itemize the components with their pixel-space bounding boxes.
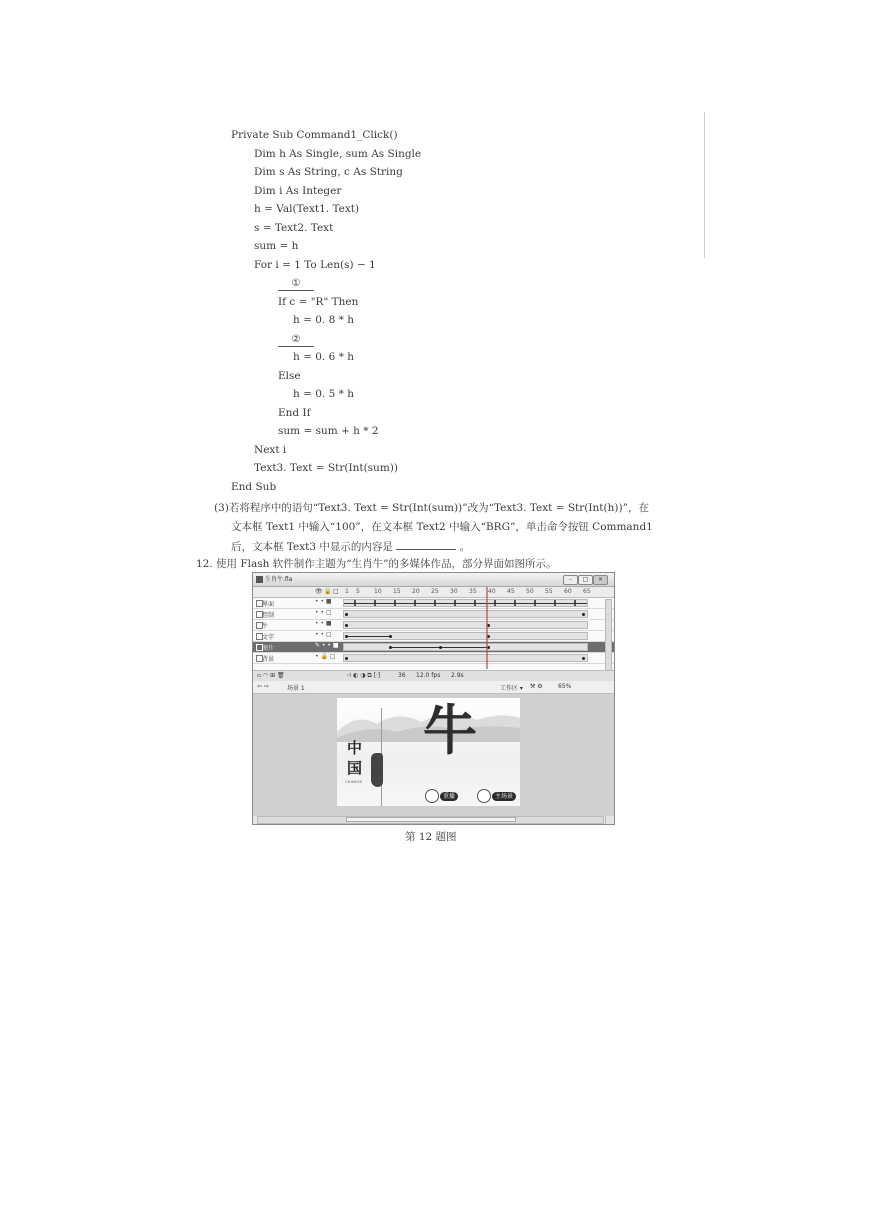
layer-toggles[interactable]: • • ■ (315, 620, 332, 627)
code-line: h = 0. 5 * h (293, 388, 354, 400)
window-titlebar (253, 573, 614, 587)
frame-number: 35 (469, 588, 477, 595)
elapsed-time: 2.9s (451, 672, 464, 679)
keyframe[interactable] (345, 613, 348, 616)
keyframe[interactable] (389, 635, 392, 638)
layer-name: 牛 (262, 623, 269, 630)
blank-2-marker: ② (278, 333, 314, 347)
frame-number: 25 (431, 588, 439, 595)
layer-frames[interactable] (343, 621, 588, 629)
layer-name: 界面 (262, 601, 275, 608)
timeline-scrollbar[interactable] (605, 599, 612, 671)
layer-name: 背景 (262, 656, 275, 663)
code-line: Dim h As Single, sum As Single (254, 147, 422, 160)
minimize-button[interactable]: – (563, 575, 578, 585)
layer-row[interactable] (253, 653, 614, 664)
maximize-button[interactable]: □ (578, 575, 593, 585)
blank-2 (278, 330, 314, 349)
frame-number: 60 (564, 588, 572, 595)
flash-app-icon (256, 576, 263, 583)
code-line: For i = 1 To Len(s) − 1 (254, 258, 376, 271)
question3-line1: (3)若将程序中的语句“Text3. Text = Str(Int(sum))”改为“Text3. Text = Str(Int(h))”，在 (214, 502, 649, 514)
tween-line (344, 603, 587, 604)
frame-rate: 12.0 fps (416, 672, 441, 679)
timeline-statusbar (253, 670, 614, 681)
playhead[interactable] (486, 587, 488, 669)
stage-vertical-scrollbar[interactable] (605, 816, 612, 825)
stage-area (253, 694, 614, 816)
code-line: Private Sub Command1_Click() (231, 129, 398, 141)
frame-number: 1 (345, 588, 349, 595)
keyframe[interactable] (345, 657, 348, 660)
frame-number: 5 (356, 588, 360, 595)
layer-toggles[interactable]: • 🔒 □ (315, 653, 336, 660)
code-line: Dim i As Integer (254, 184, 342, 197)
layer-frames[interactable] (343, 599, 588, 607)
blank-1-marker: ① (278, 277, 314, 291)
chinese-subtitle: CHINESE (345, 780, 363, 784)
back-icon[interactable]: ⇦ ⇨ (257, 683, 269, 690)
keyframe[interactable] (582, 657, 585, 660)
layer-row[interactable] (253, 620, 614, 631)
keyframe[interactable] (582, 613, 585, 616)
frame-number: 10 (374, 588, 382, 595)
frame-number: 30 (450, 588, 458, 595)
frame-number: 40 (488, 588, 496, 595)
main-scene-button[interactable]: 主场景 (492, 792, 516, 801)
question3-line3-end: 。 (459, 541, 471, 553)
layer-frames[interactable] (343, 643, 588, 651)
brush-stroke (371, 753, 383, 787)
scrollbar-thumb[interactable] (346, 817, 516, 822)
outline-icon[interactable]: □ (333, 588, 339, 595)
question12-text: 12. 使用 Flash 软件制作主题为“生肖牛”的多媒体作品，部分界面如图所示。 (196, 558, 557, 570)
frame-number: 50 (526, 588, 534, 595)
code-line: h = Val(Text1. Text) (254, 203, 360, 215)
current-frame: 36 (398, 672, 406, 679)
frame-number: 55 (545, 588, 553, 595)
blank-1 (278, 274, 314, 293)
frame-number: 45 (507, 588, 515, 595)
code-line: If c = "R" Then (278, 295, 359, 308)
code-line: sum = h (254, 240, 299, 252)
workspace-menu[interactable]: 工作区 ▾ (500, 685, 523, 692)
layer-toggles[interactable]: ✎ • • ■ (315, 642, 339, 649)
frame-number: 65 (583, 588, 591, 595)
layer-toggles[interactable]: • • ■ (315, 598, 332, 605)
tween-line (347, 636, 389, 637)
new-layer-icon[interactable]: ▫ ◠ ⊞ 🗑 (257, 672, 285, 679)
code-line: Next i (254, 443, 287, 456)
question3-line3 (231, 538, 470, 554)
scene-label[interactable]: 场景 1 (287, 685, 305, 692)
code-line: Text3. Text = Str(Int(sum)) (254, 462, 398, 474)
keyframe[interactable] (345, 624, 348, 627)
window-title: 生肖牛.fla (265, 576, 293, 583)
margin-divider-line (704, 112, 705, 258)
layer-toggles[interactable]: • • □ (315, 609, 332, 616)
answer-blank (396, 538, 456, 550)
question3-line2: 文本框 Text1 中输入“100”，在文本框 Text2 中输入“BRG”，单击命令按钮 Command1 (231, 521, 653, 533)
stage-canvas[interactable] (337, 698, 520, 806)
cow-icon (425, 789, 439, 803)
cow-icon (477, 789, 491, 803)
lock-icon[interactable]: 🔒 (324, 588, 332, 595)
layer-frames[interactable] (343, 632, 588, 640)
layer-frames[interactable] (343, 610, 588, 618)
timeline-layers (253, 598, 614, 670)
code-line: h = 0. 8 * h (293, 314, 354, 326)
layer-frames[interactable] (343, 654, 588, 662)
replay-button[interactable]: 重播 (440, 792, 458, 801)
layer-toggles[interactable]: • • □ (315, 631, 332, 638)
close-button[interactable]: × (593, 575, 608, 585)
question3-line3-text: 后，文本框 Text3 中显示的内容是 (231, 541, 393, 553)
layer-row[interactable] (253, 609, 614, 620)
code-line: sum = sum + h * 2 (278, 425, 379, 437)
zoom-select[interactable]: 65% (558, 683, 572, 690)
keyframe[interactable] (439, 646, 442, 649)
layer-name: 文字 (262, 634, 275, 641)
figure-caption: 第 12 题图 (405, 831, 457, 843)
layer-row[interactable] (253, 631, 614, 642)
edit-bar (253, 681, 614, 694)
frame-number: 15 (393, 588, 401, 595)
eye-icon[interactable]: 👁 (315, 588, 323, 595)
layer-name: 图片 (262, 645, 275, 652)
layer-row[interactable] (253, 598, 614, 609)
code-line: End Sub (231, 480, 277, 493)
code-line: Dim s As String, c As String (254, 166, 403, 178)
zhong-character: 中 (347, 739, 363, 757)
layer-name: 控制 (262, 612, 275, 619)
stage-horizontal-scrollbar[interactable] (257, 816, 604, 824)
code-line: Else (278, 369, 301, 382)
code-line: End If (278, 406, 311, 419)
edit-symbol-icon[interactable]: ⚒ ⚙ (530, 683, 543, 690)
frame-number: 20 (412, 588, 420, 595)
flash-window (252, 572, 615, 825)
code-line: s = Text2. Text (254, 221, 334, 234)
code-line: h = 0. 6 * h (293, 351, 354, 363)
niu-character: 牛 (423, 698, 477, 762)
onion-skin-icons[interactable]: ⊣ ◐ ◑ ⧉ [·] (346, 672, 381, 679)
guo-character: 国 (347, 759, 363, 777)
layer-row-selected[interactable] (253, 642, 614, 653)
timeline-header (253, 587, 614, 598)
